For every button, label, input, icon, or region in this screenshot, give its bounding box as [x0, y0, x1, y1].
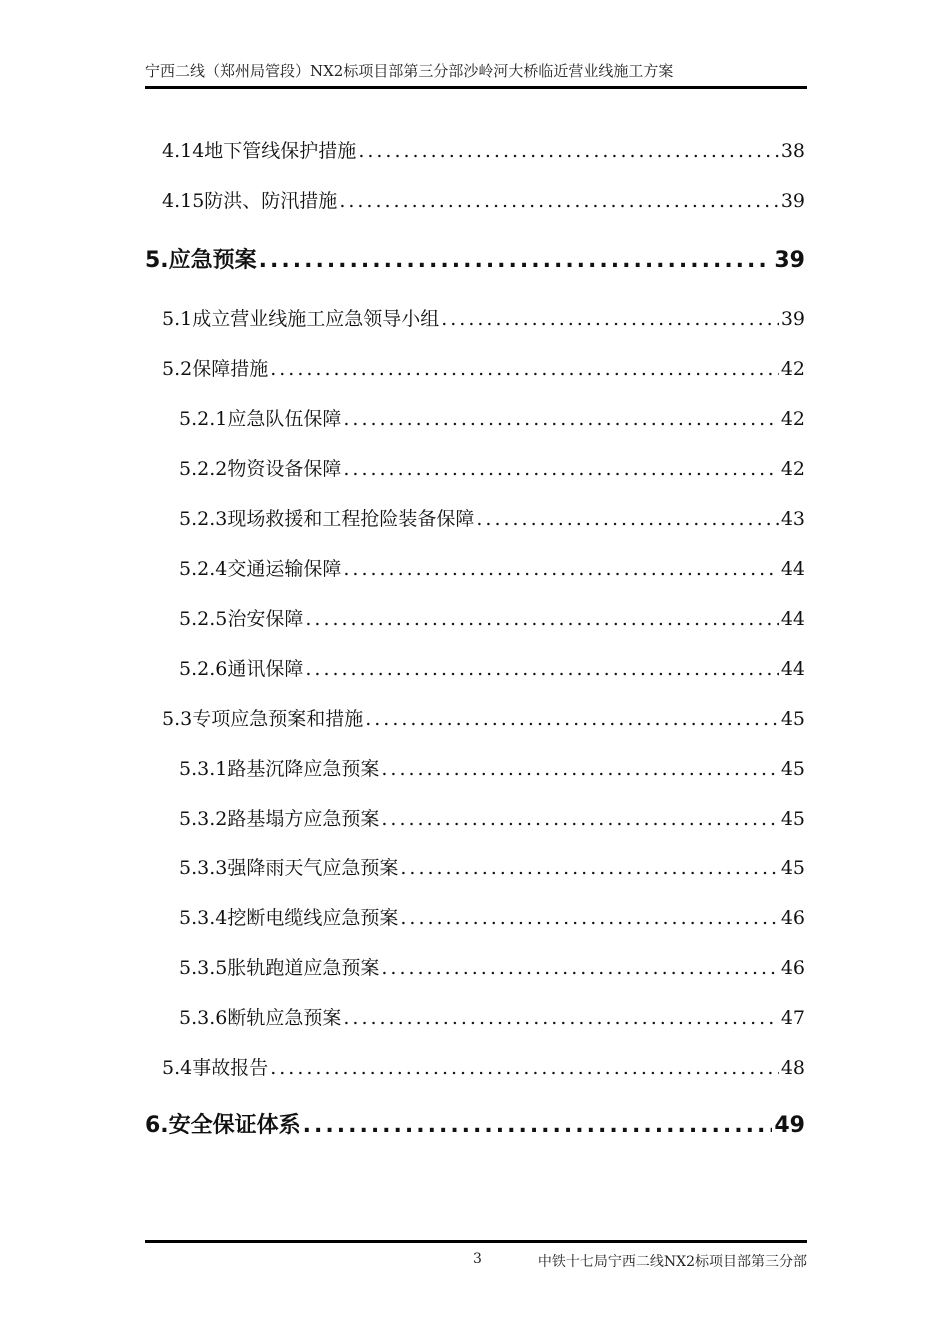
toc-entry-page: 45 — [780, 808, 805, 830]
toc-entry-label: 5.3专项应急预案和措施 — [162, 708, 364, 730]
toc-entry[interactable] — [162, 188, 805, 214]
toc-leader-dots — [343, 556, 778, 582]
toc-entry-page: 45 — [780, 758, 805, 780]
toc-entry-page: 49 — [774, 1113, 805, 1138]
toc-entry[interactable] — [162, 356, 805, 382]
toc-entry[interactable] — [179, 806, 805, 832]
toc-leader-dots — [339, 188, 779, 214]
toc-leader-dots — [343, 1005, 778, 1031]
toc-leader-dots — [476, 506, 778, 532]
toc-leader-dots — [270, 356, 779, 382]
toc-entry[interactable] — [162, 706, 805, 732]
toc-entry[interactable] — [179, 756, 805, 782]
toc-entry[interactable] — [179, 656, 805, 682]
toc-leader-dots — [259, 246, 773, 276]
header-title: 宁西二线（郑州局管段）NX2标项目部第三分部沙岭河大桥临近营业线施工方案 — [145, 62, 674, 80]
toc-entry-label: 5.2.4交通运输保障 — [179, 558, 342, 580]
toc-leader-dots — [381, 756, 778, 782]
toc-entry[interactable] — [179, 905, 805, 931]
toc-entry[interactable] — [179, 855, 805, 881]
toc-entry-page: 44 — [780, 558, 805, 580]
toc-leader-dots — [358, 138, 779, 164]
toc-entry[interactable] — [162, 138, 805, 164]
toc-entry[interactable] — [179, 456, 805, 482]
toc-entry-page: 48 — [780, 1057, 805, 1079]
toc-entry-page: 38 — [780, 140, 805, 162]
toc-entry-label: 5.2.3现场救援和工程抢险装备保障 — [179, 508, 475, 530]
toc-leader-dots — [400, 855, 778, 881]
header-rule — [145, 86, 807, 89]
toc-entry-page: 44 — [780, 608, 805, 630]
toc-entry-page: 39 — [774, 248, 805, 273]
toc-entry-label: 5.3.5胀轨跑道应急预案 — [179, 957, 380, 979]
toc-entry[interactable] — [179, 506, 805, 532]
toc-leader-dots — [305, 656, 778, 682]
toc-entry-label: 5.2.1应急队伍保障 — [179, 408, 342, 430]
toc-entry-page: 45 — [780, 708, 805, 730]
toc-entry-page: 47 — [780, 1007, 805, 1029]
toc-entry-page: 39 — [780, 308, 805, 330]
toc-entry-label: 5.3.6断轨应急预案 — [179, 1007, 342, 1029]
toc-leader-dots — [343, 406, 778, 432]
toc-entry-page: 46 — [780, 907, 805, 929]
toc-entry-label: 5.2保障措施 — [162, 358, 269, 380]
toc-entry[interactable] — [179, 606, 805, 632]
toc-entry[interactable] — [179, 1005, 805, 1031]
toc-leader-dots — [381, 955, 778, 981]
toc-leader-dots — [270, 1055, 779, 1081]
toc-entry-label: 4.14地下管线保护措施 — [162, 140, 357, 162]
footer-organization: 中铁十七局宁西二线NX2标项目部第三分部 — [537, 1254, 807, 1270]
toc-entry-label: 5.2.5治安保障 — [179, 608, 304, 630]
toc-entry-label: 5.3.3强降雨天气应急预案 — [179, 857, 399, 879]
toc-entry-label: 4.15防洪、防汛措施 — [162, 190, 338, 212]
toc-entry-label: 5.3.4挖断电缆线应急预案 — [179, 907, 399, 929]
toc-entry-label: 5.4事故报告 — [162, 1057, 269, 1079]
toc-entry-label: 5.应急预案 — [145, 248, 257, 273]
toc-leader-dots — [381, 806, 778, 832]
toc-entry-label: 5.1成立营业线施工应急领导小组 — [162, 308, 440, 330]
page-header — [145, 60, 807, 89]
toc-entry[interactable] — [179, 955, 805, 981]
toc-leader-dots — [303, 1111, 773, 1141]
toc-entry-page: 43 — [780, 508, 805, 530]
toc-entry[interactable] — [179, 556, 805, 582]
toc-leader-dots — [441, 306, 779, 332]
toc-entry-label: 5.3.1路基沉降应急预案 — [179, 758, 380, 780]
toc-entry-label: 6.安全保证体系 — [145, 1113, 301, 1138]
toc-entry-page: 44 — [780, 658, 805, 680]
toc-entry-page: 42 — [780, 408, 805, 430]
page-footer — [145, 1240, 807, 1270]
toc-leader-dots — [305, 606, 778, 632]
toc-entry[interactable] — [162, 306, 805, 332]
toc-entry-label: 5.2.2物资设备保障 — [179, 458, 342, 480]
toc-leader-dots — [400, 905, 778, 931]
toc-entry-page: 42 — [780, 358, 805, 380]
toc-chapter-entry[interactable] — [145, 246, 805, 276]
toc-entry-label: 5.2.6通讯保障 — [179, 658, 304, 680]
toc-entry-label: 5.3.2路基塌方应急预案 — [179, 808, 380, 830]
page-number: 3 — [473, 1251, 482, 1267]
toc-entry[interactable] — [179, 406, 805, 432]
toc-entry[interactable] — [162, 1055, 805, 1081]
toc-entry-page: 45 — [780, 857, 805, 879]
toc-entry-page: 42 — [780, 458, 805, 480]
toc-chapter-entry[interactable] — [145, 1111, 805, 1141]
toc-entry-page: 39 — [780, 190, 805, 212]
toc-leader-dots — [365, 706, 779, 732]
toc-leader-dots — [343, 456, 778, 482]
toc-entry-page: 46 — [780, 957, 805, 979]
